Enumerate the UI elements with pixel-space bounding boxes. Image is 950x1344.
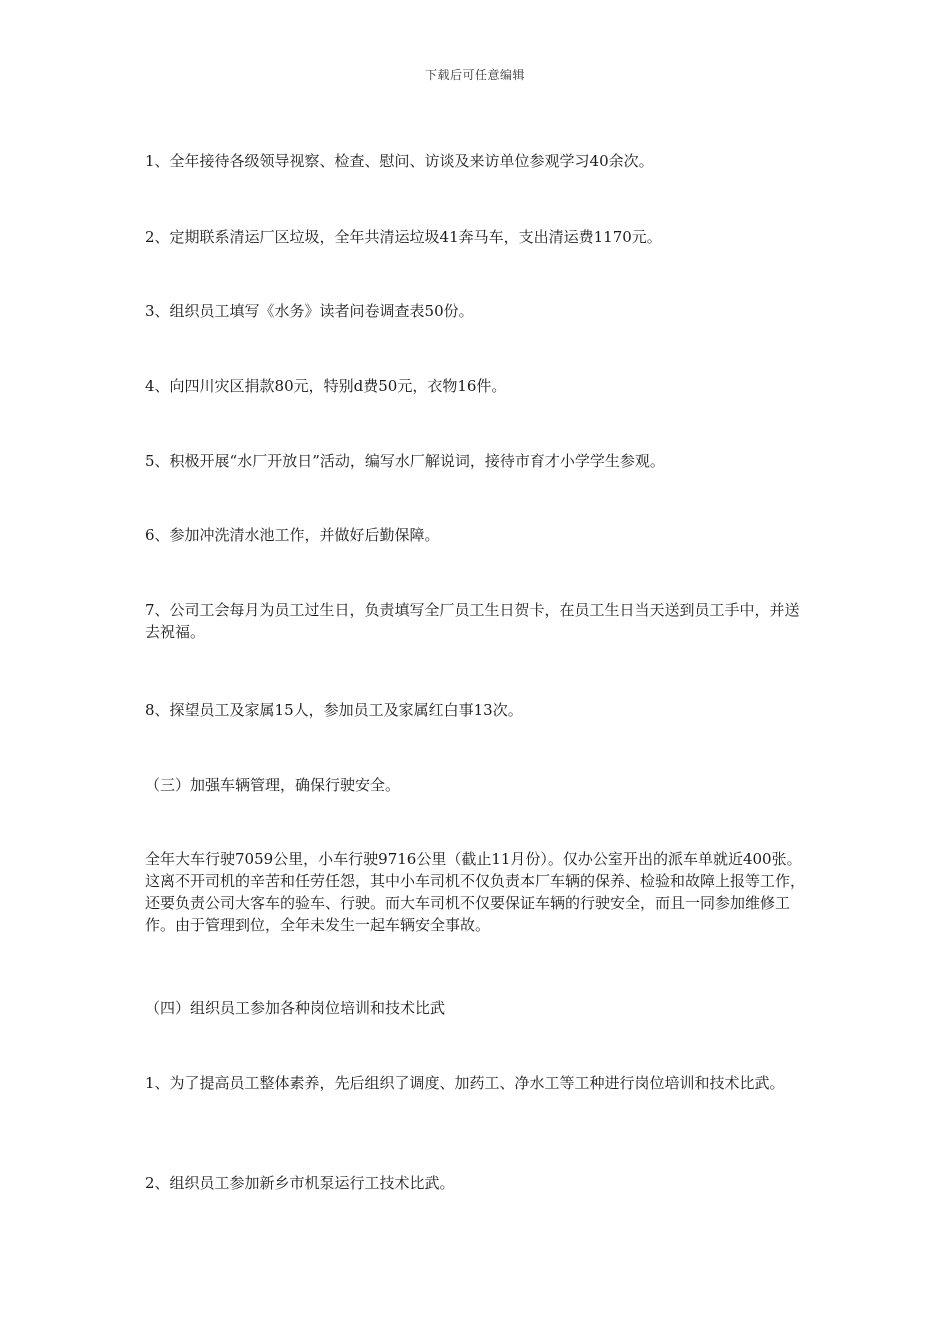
paragraph-job-training: 1、为了提高员工整体素养，先后组织了调度、加药工、净水工等工种进行岗位培训和技术比武。 <box>145 1074 785 1092</box>
paragraph-vehicle-mileage: 全年大车行驶7059公里，小车行驶9716公里（截止11月份）。仅办公室开出的派车单就近400张。这离不开司机的辛苦和任劳任怨，其中小车司机不仅负责本厂车辆的保养、检验和故障上报等工作，还要负责公司大客车的验车、行驶。而大车司机不仅要保证车辆的行驶安全，而且一同参加维修工作。由于管理到位，全年未发生一起车辆安全事故。 <box>145 850 806 934</box>
paragraph-pool-cleaning: 6、参加冲洗清水池工作，并做好后勤保障。 <box>145 526 440 544</box>
page-header: 下载后可任意编辑 <box>424 68 525 82</box>
paragraph-donation: 4、向四川灾区捐款80元，特别d费50元，衣物16件。 <box>145 377 507 395</box>
paragraph-employee-visits: 8、探望员工及家属15人，参加员工及家属红白事13次。 <box>145 701 523 719</box>
section-heading-vehicles: （三）加强车辆管理，确保行驶安全。 <box>145 776 401 794</box>
paragraph-skills-competition: 2、组织员工参加新乡市机泵运行工技术比武。 <box>145 1174 455 1192</box>
paragraph-birthday-cards: 7、公司工会每月为员工过生日，负责填写全厂员工生日贺卡，在员工生日当天送到员工手中，并送去祝福。 <box>145 601 800 641</box>
section-heading-training: （四）组织员工参加各种岗位培训和技术比武 <box>145 999 446 1017</box>
paragraph-open-day: 5、积极开展“水厂开放日”活动，编写水厂解说词，接待市育才小学学生参观。 <box>145 452 665 470</box>
paragraph-reader-survey: 3、组织员工填写《水务》读者问卷调查表50份。 <box>145 302 474 320</box>
paragraph-garbage-removal: 2、定期联系清运厂区垃圾，全年共清运垃圾41奔马车，支出清运费1170元。 <box>145 228 662 246</box>
paragraph-reception-count: 1、全年接待各级领导视察、检查、慰问、访谈及来访单位参观学习40余次。 <box>145 152 654 170</box>
